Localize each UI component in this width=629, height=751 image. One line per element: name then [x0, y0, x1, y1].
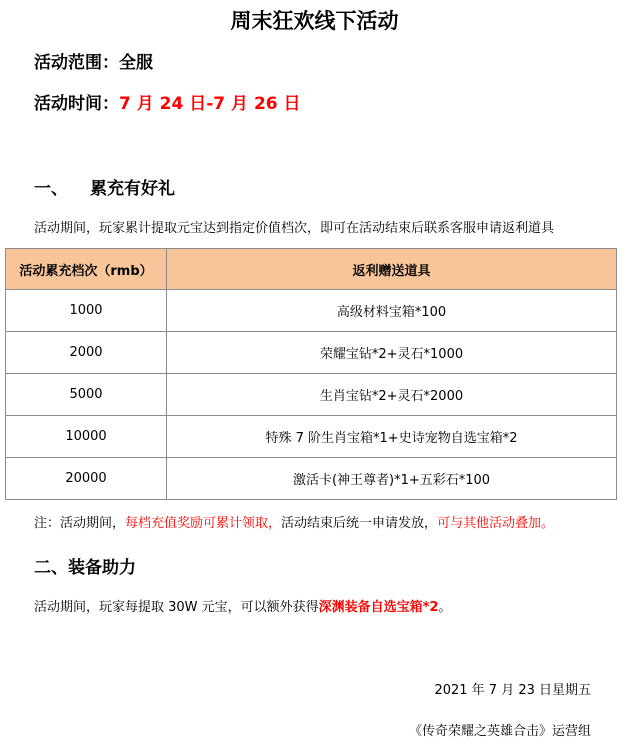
- footer-date: 2021 年 7 月 23 日星期五: [434, 683, 591, 698]
- tier-cell: 2000: [6, 332, 167, 374]
- note-highlight-2: 可与其他活动叠加。: [437, 516, 555, 531]
- header-tier: 活动累充档次（rmb）: [6, 249, 167, 290]
- tier-cell: 10000: [6, 416, 167, 458]
- table-row: [6, 290, 617, 332]
- footer-signature: 《传奇荣耀之英雄合击》运营组: [408, 724, 591, 739]
- reward-cell: 激活卡(神王尊者)*1+五彩石*100: [167, 458, 617, 500]
- section-1-note: [34, 514, 554, 534]
- note-highlight-1: 每档充值奖励可累计领取，: [125, 516, 282, 531]
- reward-cell: 特殊 7 阶生肖宝箱*1+史诗宠物自选宝箱*2: [167, 416, 617, 458]
- section-2-text: [34, 598, 452, 618]
- tier-cell: 1000: [6, 290, 167, 332]
- section-2-highlight: 深渊装备自选宝箱*2: [318, 600, 439, 615]
- section-1-description: 活动期间，玩家累计提取元宝达到指定价值档次，即可在活动结束后联系客服申请返利道具: [34, 221, 555, 236]
- activity-scope: [34, 50, 153, 76]
- table-row: [6, 458, 617, 500]
- section-1-title: 累充有好礼: [90, 179, 175, 199]
- note-middle: 活动结束后统一申请发放，: [281, 516, 438, 531]
- note-prefix: 注：活动期间，: [34, 516, 126, 531]
- reward-cell: 荣耀宝钻*2+灵石*1000: [167, 332, 617, 374]
- rebate-table: [5, 248, 617, 500]
- table-header-row: [6, 249, 617, 290]
- section-2-heading: 二、装备助力: [34, 558, 136, 578]
- time-label: 活动时间：: [34, 94, 119, 114]
- section-1-number: 一、: [34, 179, 68, 199]
- section-1-heading: [34, 176, 175, 202]
- reward-cell: 生肖宝钻*2+灵石*2000: [167, 374, 617, 416]
- section-2-prefix: 活动期间，玩家每提取 30W 元宝，可以额外获得: [34, 600, 319, 615]
- header-reward: 返利赠送道具: [167, 249, 617, 290]
- section-2-suffix: 。: [438, 600, 452, 615]
- tier-cell: 20000: [6, 458, 167, 500]
- activity-time: [34, 91, 301, 117]
- reward-cell: 高级材料宝箱*100: [167, 290, 617, 332]
- time-value: 7 月 24 日-7 月 26 日: [119, 94, 301, 114]
- tier-cell: 5000: [6, 374, 167, 416]
- scope-label: 活动范围：: [34, 53, 119, 73]
- page-title: 周末狂欢线下活动: [230, 9, 399, 33]
- table-row: [6, 416, 617, 458]
- table-row: [6, 374, 617, 416]
- table-row: [6, 332, 617, 374]
- scope-value: 全服: [119, 53, 153, 73]
